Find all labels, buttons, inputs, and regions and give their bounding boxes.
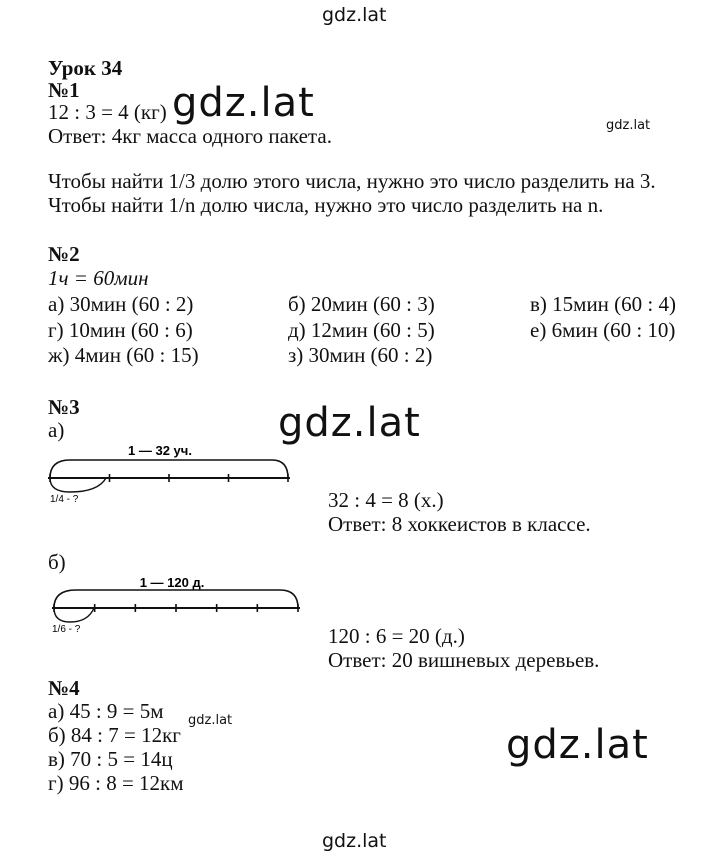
task-2-item: а) 30мин (60 : 2) (48, 292, 194, 316)
task-4-item: а) 45 : 9 = 5м (48, 699, 164, 723)
diagram-a-total-label: 1 — 32 уч. (128, 443, 192, 458)
task-2-note: 1ч = 60мин (48, 266, 149, 290)
watermark-small: gdz.lat (606, 118, 651, 133)
task-3a-equation: 32 : 4 = 8 (х.) (328, 488, 444, 512)
task-2-item: ж) 4мин (60 : 15) (48, 343, 199, 367)
task-4-item: б) 84 : 7 = 12кг (48, 723, 181, 747)
diagram-b-part-brace (54, 608, 94, 622)
diagram-b-total-label: 1 — 120 д. (139, 575, 205, 590)
task-1-number: №1 (48, 78, 80, 102)
watermark-large: gdz.lat (506, 722, 649, 768)
task-3a-answer: Ответ: 8 хоккеистов в классе. (328, 512, 591, 536)
task-1-rule: Чтобы найти 1/n долю числа, нужно это число разделить на n. (48, 193, 604, 217)
task-2-number: №2 (48, 242, 80, 266)
diagram-a-part-label: 1/4 - ? (50, 494, 79, 505)
watermark-large: gdz.lat (172, 80, 315, 126)
task-3b-equation: 120 : 6 = 20 (д.) (328, 624, 465, 648)
task-3b-answer: Ответ: 20 вишневых деревьев. (328, 648, 600, 672)
task-3-number: №3 (48, 395, 80, 419)
lesson-title: Урок 34 (48, 56, 123, 80)
task-4-number: №4 (48, 676, 80, 700)
segment-diagram-b (40, 568, 310, 638)
task-2-item: е) 6мин (60 : 10) (530, 318, 676, 342)
watermark-small: gdz.lat (188, 713, 233, 728)
segment-diagram-a (40, 436, 300, 506)
watermark-large: gdz.lat (278, 400, 421, 446)
task-4-item: в) 70 : 5 = 14ц (48, 747, 173, 771)
watermark-top: gdz.lat (322, 4, 387, 26)
task-2-item: г) 10мин (60 : 6) (48, 318, 193, 342)
task-1-equation: 12 : 3 = 4 (кг) (48, 100, 167, 124)
task-4-item: г) 96 : 8 = 12км (48, 771, 184, 795)
diagram-a-part-brace (50, 478, 106, 492)
diagram-b-part-label: 1/6 - ? (52, 624, 81, 635)
task-1-rule: Чтобы найти 1/3 долю этого числа, нужно это число разделить на 3. (48, 169, 656, 193)
task-3a-label: а) (48, 418, 65, 442)
watermark-bottom: gdz.lat (322, 830, 387, 852)
task-3b-label: б) (48, 550, 66, 574)
task-2-item: б) 20мин (60 : 3) (288, 292, 435, 316)
task-2-item: д) 12мин (60 : 5) (288, 318, 435, 342)
task-1-answer: Ответ: 4кг масса одного пакета. (48, 124, 332, 148)
task-2-item: з) 30мин (60 : 2) (288, 343, 433, 367)
task-2-item: в) 15мин (60 : 4) (530, 292, 676, 316)
